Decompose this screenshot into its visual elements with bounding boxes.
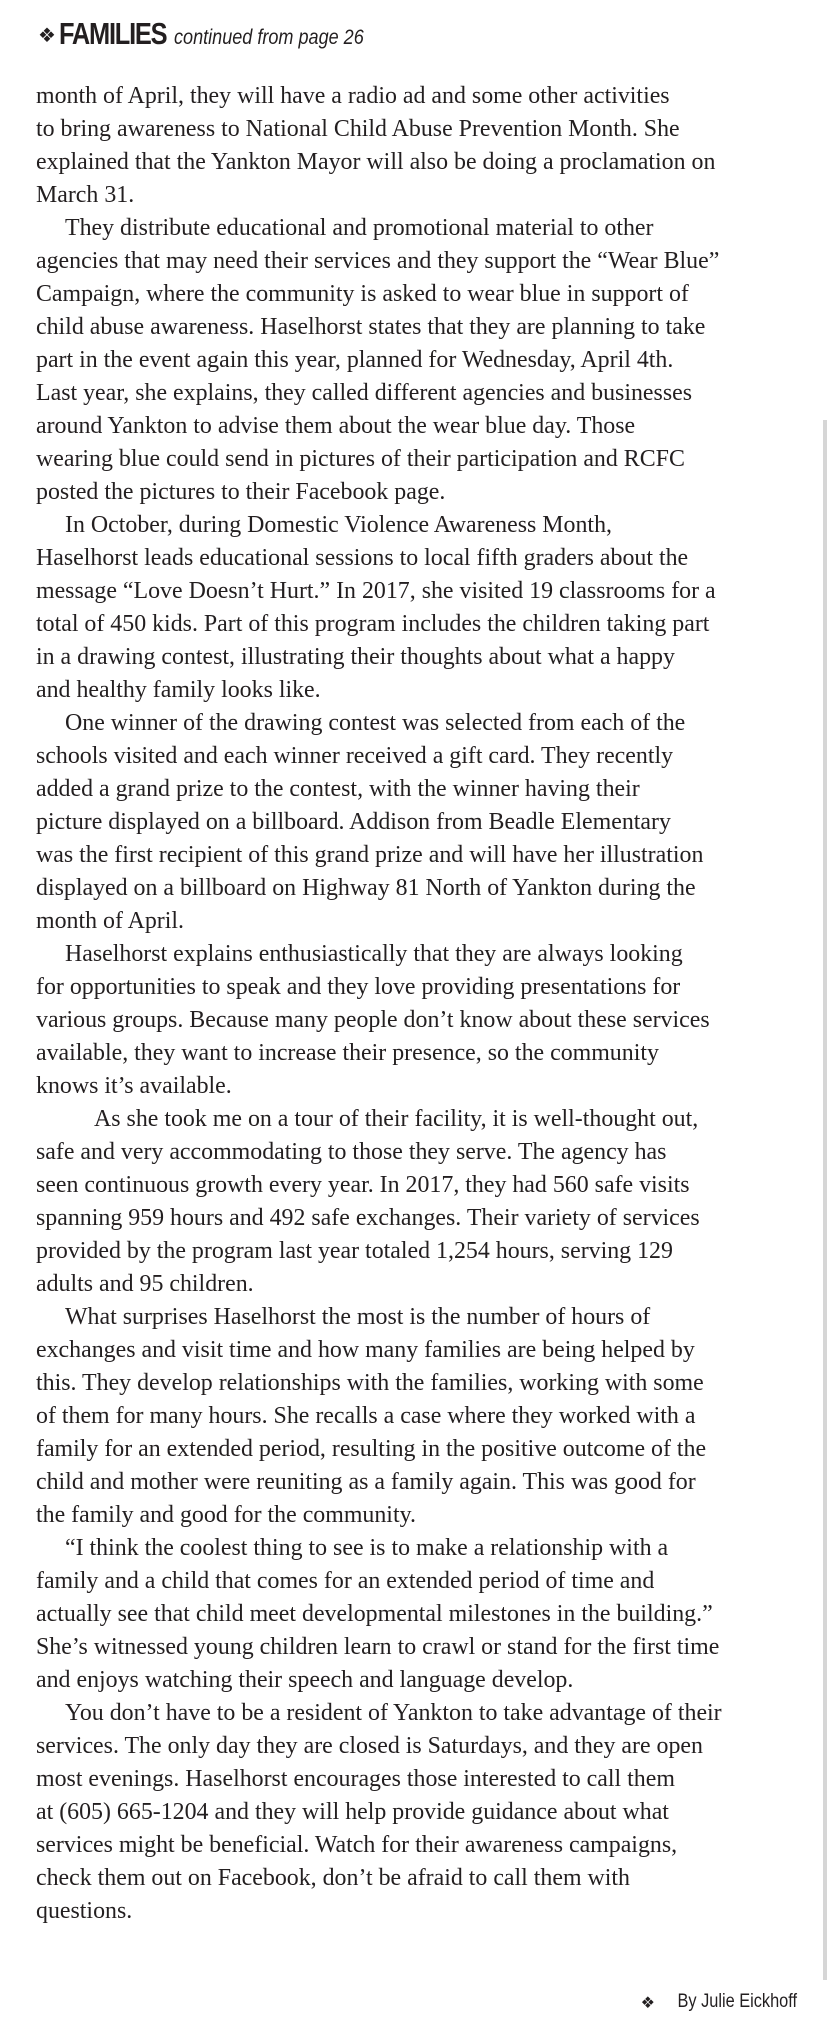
continued-note: continued from page 26 [173,26,364,49]
diamond-bullet-icon: ❖ [640,1992,655,2012]
article-line: various groups. Because many people don’t know about these services [36,1007,710,1033]
article-line: at (605) 665-1204 and they will help provide guidance about what [36,1799,669,1825]
article-line: One winner of the drawing contest was selected from each of the [65,710,686,736]
article-line: added a grand prize to the contest, with the winner having their [36,776,640,802]
article-line: available, they want to increase their presence, so the community [36,1040,659,1066]
article-line: part in the event again this year, planned for Wednesday, April 4th. [36,347,674,373]
article-line: most evenings. Haselhorst encourages those interested to call them [36,1766,675,1792]
section-title: FAMILIES [58,16,167,51]
article-line: check them out on Facebook, don’t be afraid to call them with [36,1865,630,1891]
article-line: in a drawing contest, illustrating their thoughts about what a happy [36,644,675,670]
article-line: to bring awareness to National Child Abuse Prevention Month. She [36,116,680,142]
article-line: adults and 95 children. [36,1271,254,1297]
article-line: child and mother were reuniting as a family again. This was good for [36,1469,696,1495]
section-header [38,16,395,56]
article-body [36,80,804,1928]
article-line: Campaign, where the community is asked to wear blue in support of [36,281,689,307]
author-name: By Julie Eickhoff [677,1991,797,2012]
article-line: spanning 959 hours and 492 safe exchanges. Their variety of services [36,1205,700,1231]
article-line: They distribute educational and promotional material to other [65,215,654,241]
article-line: posted the pictures to their Facebook page. [36,479,446,505]
article-line: was the first recipient of this grand prize and will have her illustration [36,842,704,868]
byline [641,1991,797,2013]
article-line: exchanges and visit time and how many families are being helped by [36,1337,695,1363]
article-line: around Yankton to advise them about the wear blue day. Those [36,413,636,439]
article-line: agencies that may need their services and they support the “Wear Blue” [36,248,720,274]
article-line: actually see that child meet developmental milestones in the building.” [36,1601,713,1627]
article-line: wearing blue could send in pictures of their participation and RCFC [36,446,685,472]
diamond-bullet-icon: ❖ [38,23,56,47]
article-line: family and a child that comes for an extended period of time and [36,1568,655,1594]
article-line: “I think the coolest thing to see is to make a relationship with a [65,1535,669,1561]
article-line: safe and very accommodating to those they serve. The agency has [36,1139,667,1165]
article-line: What surprises Haselhorst the most is the number of hours of [65,1304,651,1330]
article-line: and healthy family looks like. [36,677,321,703]
article-line: the family and good for the community. [36,1502,416,1528]
article-line: provided by the program last year totaled 1,254 hours, serving 129 [36,1238,673,1264]
article-line: and enjoys watching their speech and language develop. [36,1667,574,1693]
article-line: schools visited and each winner received a gift card. They recently [36,743,674,769]
article-line: displayed on a billboard on Highway 81 North of Yankton during the [36,875,696,901]
article-line: questions. [36,1898,133,1924]
article-line: Haselhorst leads educational sessions to local fifth graders about the [36,545,689,571]
article-line: March 31. [36,182,135,208]
article-line: In October, during Domestic Violence Awareness Month, [65,512,612,538]
article-line: Haselhorst explains enthusiastically that they are always looking [65,941,683,967]
page-edge-divider [823,420,827,1980]
article-line: family for an extended period, resulting in the positive outcome of the [36,1436,707,1462]
article-line: You don’t have to be a resident of Yankton to take advantage of their [65,1700,722,1726]
article-line: message “Love Doesn’t Hurt.” In 2017, she visited 19 classrooms for a [36,578,716,604]
article-line: total of 450 kids. Part of this program includes the children taking part [36,611,710,637]
article-line: child abuse awareness. Haselhorst states that they are planning to take [36,314,706,340]
article-line: month of April, they will have a radio ad and some other activities [36,83,670,109]
article-line: for opportunities to speak and they love providing presentations for [36,974,681,1000]
article-line: knows it’s available. [36,1073,232,1099]
article-line: of them for many hours. She recalls a case where they worked with a [36,1403,696,1429]
article-line: services. The only day they are closed is Saturdays, and they are open [36,1733,703,1759]
article-line: month of April. [36,908,184,934]
article-line: She’s witnessed young children learn to crawl or stand for the first time [36,1634,720,1660]
article-line: seen continuous growth every year. In 2017, they had 560 safe visits [36,1172,690,1198]
article-line: services might be beneficial. Watch for their awareness campaigns, [36,1832,678,1858]
article-line: As she took me on a tour of their facility, it is well-thought out, [94,1106,699,1132]
article-line: Last year, she explains, they called different agencies and businesses [36,380,693,406]
article-line: explained that the Yankton Mayor will also be doing a proclamation on [36,149,716,175]
article-line: picture displayed on a billboard. Addison from Beadle Elementary [36,809,671,835]
article-line: this. They develop relationships with the families, working with some [36,1370,704,1396]
